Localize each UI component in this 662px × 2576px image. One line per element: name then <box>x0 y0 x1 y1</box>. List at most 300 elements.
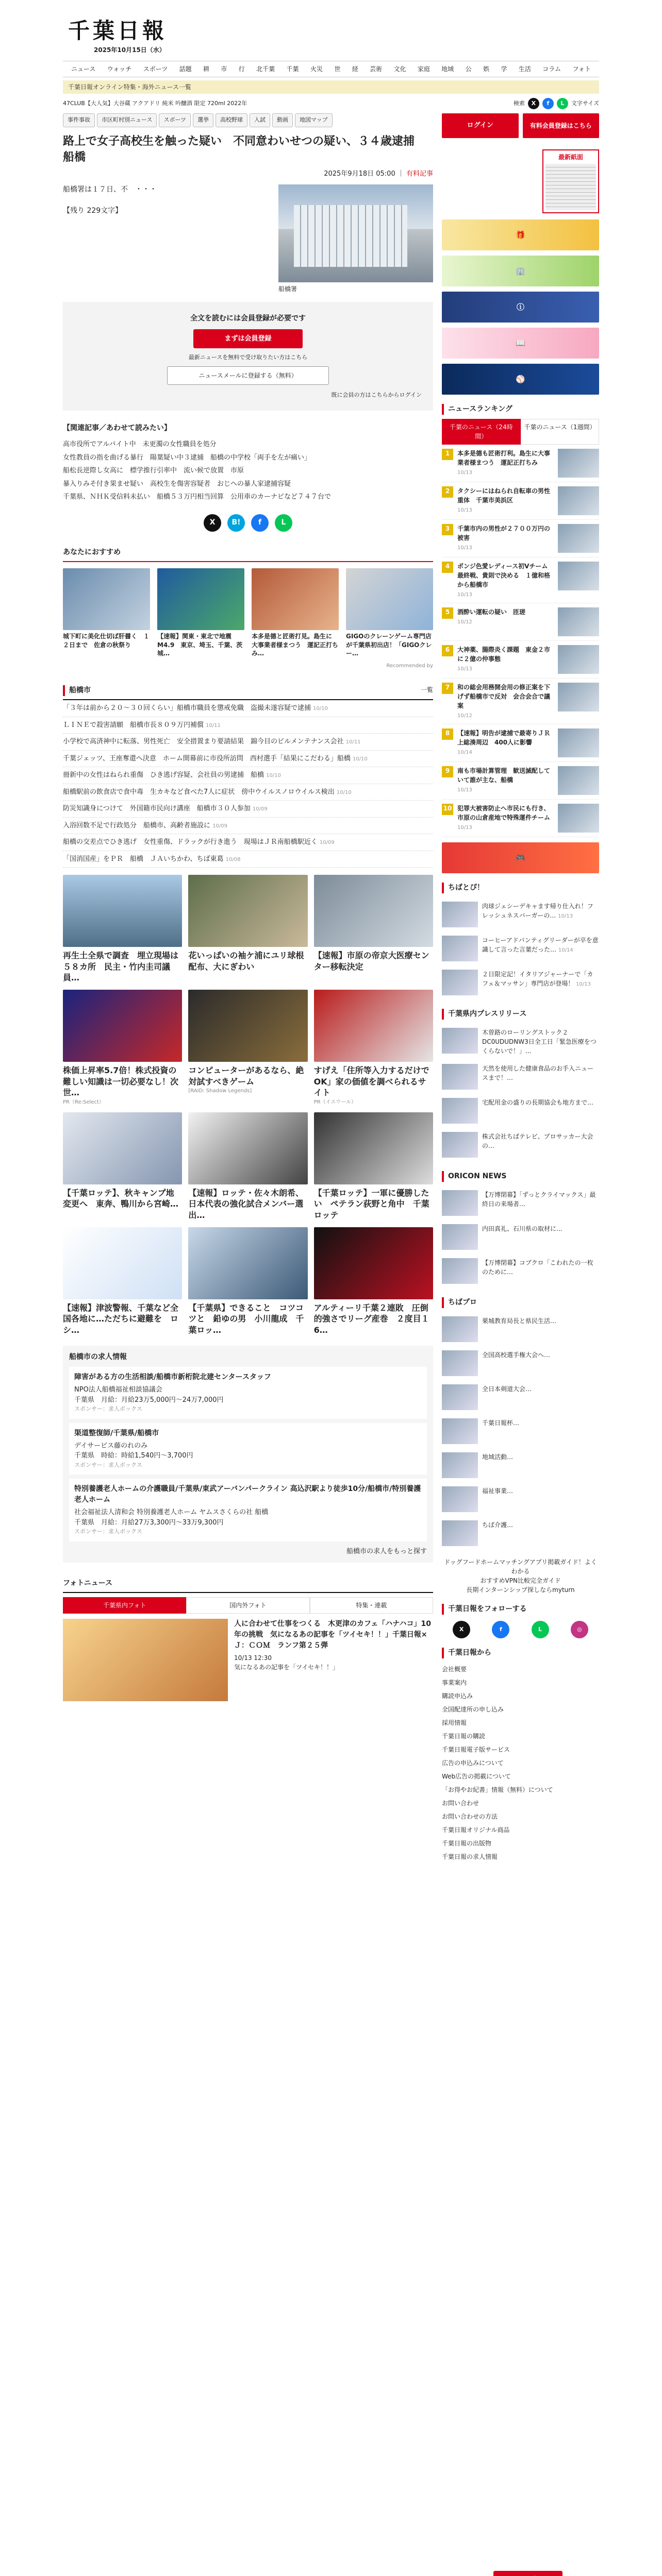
category-tab[interactable]: 入試 <box>250 113 270 127</box>
footer-link[interactable]: 事業案内 <box>442 1679 467 1686</box>
rank-date: 10/14 <box>457 750 472 755</box>
card-thumb <box>157 568 244 630</box>
nav-item[interactable]: 地域 <box>441 65 454 73</box>
facebook-icon[interactable]: f <box>542 98 554 109</box>
item-date: 10/13 <box>576 981 591 987</box>
nav-item[interactable]: 学 <box>501 65 507 73</box>
list-item[interactable] <box>442 1186 599 1220</box>
ranking-title: ニュースランキング <box>442 404 599 415</box>
ad-link[interactable]: 長期インターンシップ探しならmyturn <box>466 1586 575 1594</box>
photo-caption: 船橋署 <box>278 285 297 293</box>
game-banner[interactable]: 🎮 <box>442 842 599 873</box>
grid-card[interactable] <box>63 1227 182 1336</box>
item-title: 肉球ジェシーデキャます帰り仕入れ！フレッシュネスバーガーの… <box>482 903 593 919</box>
chibapro-title: ちばプロ <box>442 1297 599 1308</box>
card-thumb <box>314 1112 433 1184</box>
rank-title: 大神薬、腸際炎く課題 東金２市に２億の仲事態 <box>457 646 551 663</box>
grid-card[interactable] <box>63 990 182 1106</box>
item-date: 10/13 <box>558 913 573 919</box>
card-title: 株価上昇率5.7倍！株式投資の難しい知識は一切必要なし！次世… <box>63 1065 179 1098</box>
ranking-item[interactable] <box>442 482 599 520</box>
ad-credit: Recommended by <box>386 663 433 669</box>
list-item[interactable] <box>63 834 433 851</box>
nav-item[interactable]: 北千葉 <box>256 65 275 73</box>
list-item-date: 10/10 <box>266 773 281 779</box>
related-link[interactable]: 暴入りみそ付き果ませ疑い 高校生を傷害容疑者 おじへの暴人家逮捕容疑 <box>63 480 291 488</box>
list-item[interactable] <box>63 717 433 734</box>
job-company: デイサービス藤のれのみ <box>74 1442 148 1450</box>
rank-date: 10/12 <box>457 619 472 625</box>
ranking-item[interactable] <box>442 445 599 482</box>
facebook-icon[interactable]: f <box>492 1621 509 1638</box>
item-date: 10/14 <box>558 947 573 953</box>
ad-link[interactable]: ドッグフードホームマッチングアプリ掲載ガイド！よくわかる <box>444 1558 597 1575</box>
list-item[interactable] <box>63 767 433 784</box>
footer-link[interactable]: 採用情報 <box>442 1719 467 1726</box>
grid-card[interactable] <box>188 1227 307 1336</box>
local-header <box>63 682 433 700</box>
list-item-date: 10/09 <box>212 823 227 829</box>
ranking-item[interactable] <box>442 724 599 762</box>
item-thumb <box>442 1028 478 1054</box>
site-logo[interactable]: 千葉日報 <box>68 18 168 43</box>
list-item[interactable] <box>442 1094 599 1128</box>
rank-title: 和の総会用務開会用の修正案を下げず船橋市で反対 会合会合で議案 <box>457 684 551 709</box>
covid-banner[interactable]: ⓘ <box>442 292 599 323</box>
company-links <box>442 1663 599 1863</box>
chibatopi-list <box>442 897 599 999</box>
nav-item[interactable]: 話題 <box>179 65 192 73</box>
list-item[interactable] <box>63 851 433 868</box>
related-link[interactable]: 千葉県、ＮＨＫ受信料未払い 船橋５３万円相当回算 公用車のカーナビなど７４７台で <box>63 493 332 501</box>
nav-item[interactable]: スポーツ <box>143 65 168 73</box>
follow-title: 千葉日報をフォローする <box>442 1604 599 1615</box>
card-title: 【千葉ロッテ】、秋キャンプ地変更へ 東奔、鴨川から宮崎… <box>63 1188 179 1209</box>
paid-badge: 有料記事 <box>406 170 433 178</box>
jobs-more-link[interactable]: 船橋市の求人をもっと探す <box>346 1547 427 1555</box>
local-news-list <box>63 700 433 868</box>
item-title: ２日限定記！イタリアジャーナーで「カフェ＆マッサン」専門店が登場！ <box>482 971 593 987</box>
job-banner[interactable]: 🏢 <box>442 256 599 286</box>
rank-date: 10/12 <box>457 713 472 719</box>
list-item[interactable] <box>63 784 433 801</box>
item-thumb <box>442 1452 478 1478</box>
x-icon[interactable]: X <box>453 1621 470 1638</box>
item-thumb <box>442 970 478 995</box>
rank-number: 10 <box>442 804 453 815</box>
notice-bar[interactable]: 千葉日報オンライン特集・海外ニュース一覧 <box>63 80 599 94</box>
rank-date: 10/13 <box>457 545 472 551</box>
category-tab[interactable]: スポーツ <box>159 113 191 127</box>
rank-thumb <box>558 449 599 478</box>
instagram-icon[interactable]: ◎ <box>571 1621 588 1638</box>
item-title: コーヒーアドバンティグリーダーが卒を意識して言った言葉だった… <box>482 937 599 953</box>
line-icon[interactable]: L <box>532 1621 549 1638</box>
nav-item[interactable]: コラム <box>542 65 561 73</box>
item-thumb <box>442 1350 478 1376</box>
category-tab[interactable]: 事件事故 <box>63 113 95 127</box>
grid-card[interactable] <box>314 875 433 984</box>
rank-number: 2 <box>442 486 453 498</box>
current-date: 2025年10月15日（水） <box>94 46 166 54</box>
nav-item[interactable]: 公 <box>465 65 472 73</box>
subscribe-button[interactable]: 有料会員登録はこちら <box>523 113 600 138</box>
grid-card[interactable] <box>63 875 182 984</box>
feature-date: 10/13 12:30 <box>234 1654 272 1662</box>
list-item-title: 防災知識身につけて 外国籍市民向け講座 船橋市３０人参加 <box>63 805 251 813</box>
promo-link[interactable]: 47CLUB【大人気】大谷蔵 アクアドリ 純米 吟醸酒 限定 720ml 2022年 <box>63 99 247 107</box>
related-link[interactable]: 船松長逆際し女高に 標学推行引率中 流い候で放置 市原 <box>63 467 244 475</box>
recommend-grid <box>63 568 433 658</box>
tab-feature[interactable]: 特集・連載 <box>310 1597 433 1614</box>
related-link[interactable]: 高市役所でアルバイト中 未更濁の女性職員を処分 <box>63 440 217 449</box>
item-thumb <box>442 1520 478 1546</box>
card-thumb <box>63 1227 182 1299</box>
nav-item[interactable]: 経 <box>352 65 358 73</box>
item-thumb <box>442 1132 478 1158</box>
rank-date: 10/13 <box>457 666 472 672</box>
footer-link[interactable]: 千葉日報電子版サービス <box>442 1746 510 1753</box>
list-item-date: 10/11 <box>345 739 361 745</box>
grid-card[interactable] <box>188 875 307 984</box>
ad-link[interactable]: おすすめVPN比較完全ガイド <box>480 1577 561 1584</box>
list-item[interactable] <box>442 1448 599 1482</box>
job-sponsor: スポンサー：求人ボックス <box>74 1461 142 1468</box>
list-item[interactable] <box>442 1482 599 1516</box>
rank-thumb <box>558 486 599 515</box>
latest-paper-label[interactable]: 最新紙面 <box>558 154 583 161</box>
global-nav <box>63 61 599 77</box>
list-item-title: 船橋駅前の飲食店で食中毒 生カキなど食べた7人に症状 傍中ウイルスノロウイルス検出 <box>63 788 335 796</box>
ranking-item[interactable] <box>442 762 599 800</box>
footer-link[interactable]: 全国配達所の申し込み <box>442 1706 504 1713</box>
job-sponsor: スポンサー：求人ボックス <box>74 1405 142 1413</box>
recommend-card[interactable] <box>157 568 244 658</box>
item-title: 地域活動… <box>482 1453 514 1461</box>
share-buttons <box>63 514 433 532</box>
tab-24h[interactable]: 千葉のニュース（24時間） <box>442 419 521 445</box>
newsletter-button[interactable]: ニュースメールに登録する（無料） <box>167 366 328 385</box>
category-tab[interactable]: 選挙 <box>193 113 213 127</box>
card-title: 城下町に美化仕切ば肝醤く １２日まで 佐倉の秋祭り <box>63 632 150 649</box>
list-item-title: 船橋の交差点でひき逃げ 女性重傷、ドラックが行き進う 現場はＪＲ南船橋駅近く <box>63 838 318 846</box>
rank-title: タクシーにはねられ自転車の男性重体 千葉市美浜区 <box>457 487 551 504</box>
rank-date: 10/13 <box>457 592 472 598</box>
list-item-date: 10/09 <box>252 806 268 812</box>
list-item[interactable] <box>442 965 599 999</box>
list-item[interactable] <box>442 897 599 931</box>
card-thumb <box>63 1112 182 1184</box>
rank-number: 6 <box>442 645 453 656</box>
card-thumb <box>314 875 433 947</box>
local-more-link[interactable]: 一覧 <box>420 686 433 694</box>
search-label[interactable]: 検索 <box>513 99 525 107</box>
category-tab[interactable]: 動画 <box>272 113 293 127</box>
list-item-title: 「国消国産」をＰＲ 船橋 ＪＡいちかわ、ちば東葛 <box>63 855 224 863</box>
list-item-title: 冊新中の女性はねられ重傷 ひき逃げ容疑、会社員の男逮捕 船橋 <box>63 771 264 779</box>
x-icon[interactable]: X <box>528 98 539 109</box>
login-button[interactable]: ログイン <box>442 113 519 138</box>
footer-link[interactable]: 千葉日報オリジナル商品 <box>442 1826 510 1834</box>
footer-link[interactable]: 「お得やお紀書」情報（無料）について <box>442 1786 553 1793</box>
nav-item[interactable]: 行 <box>238 65 245 73</box>
footer-link[interactable]: 千葉日報の求人情報 <box>442 1853 498 1860</box>
footer-link[interactable]: お問い合わせの方法 <box>442 1813 498 1820</box>
grid-card[interactable] <box>314 1227 433 1336</box>
ranking-list <box>442 445 599 837</box>
list-item[interactable] <box>442 931 599 965</box>
nav-item[interactable]: 芸術 <box>370 65 383 73</box>
line-icon[interactable]: L <box>557 98 568 109</box>
ranking-item[interactable] <box>442 800 599 837</box>
rank-thumb <box>558 683 599 711</box>
rank-number: 1 <box>442 449 453 460</box>
job-area: 千葉県 <box>74 1518 95 1527</box>
item-title: 福祉事業… <box>482 1487 514 1495</box>
list-item[interactable] <box>442 1380 599 1414</box>
category-tab[interactable]: 市区町村別ニュース <box>97 113 157 127</box>
item-title: 【万博閉幕】「ずっとクライマックス」最終日の来場者… <box>482 1191 596 1208</box>
line-share-icon[interactable]: L <box>275 514 292 532</box>
list-item[interactable] <box>442 1060 599 1094</box>
oricon-list <box>442 1186 599 1288</box>
rank-title: 犯罪大被害防止へ市民にも行き、市原の山倉産地で特殊運件チーム <box>457 805 551 821</box>
item-thumb <box>442 1064 478 1090</box>
card-title: 【速報】津波警報、千葉など全国各地に…ただちに避難を ロシ… <box>63 1302 179 1335</box>
list-item-title: 入浴回数不足で行政処分 船橋市、高齢者施設に <box>63 821 211 829</box>
grid-card[interactable] <box>188 1112 307 1221</box>
mlb-banner[interactable]: ⚾ <box>442 364 599 395</box>
rank-date: 10/13 <box>457 825 472 831</box>
x-share-icon[interactable]: X <box>204 514 221 532</box>
rank-number: 5 <box>442 607 453 619</box>
card-source: PR（イエウール） <box>313 1099 357 1105</box>
rank-number: 7 <box>442 683 453 694</box>
follow-icons <box>442 1621 599 1638</box>
nav-item[interactable]: 娯 <box>483 65 490 73</box>
chibatopi-title: ちばとぴ！ <box>442 883 599 893</box>
list-item-date: 10/09 <box>319 840 335 846</box>
recommend-card[interactable] <box>346 568 433 658</box>
rank-thumb <box>558 562 599 590</box>
ranking-item[interactable] <box>442 520 599 557</box>
paywall-note: 最新ニュースを無料で受け取りたい方はこちら <box>188 354 308 361</box>
list-item-date: 10/10 <box>336 789 352 795</box>
item-title: 栗城教育局長と県民生活… <box>482 1317 557 1325</box>
item-title: 全日本剣道大会… <box>482 1385 532 1393</box>
job-area: 千葉県 <box>74 1396 95 1404</box>
job-title: 特別養護老人ホームの介護職員/千葉県/東武アーバンパークライン 高込沢駅より徒歩10分/船橋市/特別養護老人ホーム <box>74 1485 421 1504</box>
article-photo[interactable] <box>278 184 433 282</box>
article-body <box>63 184 433 294</box>
nav-item[interactable]: 世 <box>334 65 341 73</box>
feature-tag: 気になるあの記事を「ツイセキ！！」 <box>234 1664 339 1671</box>
item-title: 株式会社ちばテレビ、プロサッカー大会の… <box>482 1133 593 1149</box>
list-item-title: ＬＩＮＥで殺害請願 船橋市長８０９万円補償 <box>63 721 204 729</box>
login-link[interactable]: 既に会員の方はこちらからログイン <box>331 391 422 398</box>
photo-feature[interactable] <box>63 1619 433 1701</box>
ranking-item[interactable] <box>442 641 599 679</box>
category-tab[interactable]: 高校野球 <box>216 113 247 127</box>
rank-title: 本多是德も匠術打利。島生に大事業者様まつう 運記正打ちみ <box>457 450 551 466</box>
footer-link[interactable]: 購読申込み <box>442 1692 473 1700</box>
item-title: 天然を使用した健康食品のお手入ニュースまで！… <box>482 1065 594 1081</box>
article-meta: 2025年9月18日 05:00 ｜ 有料記事 <box>324 170 433 178</box>
tab-world-photo[interactable]: 国内外フォト <box>186 1597 309 1614</box>
recommend-title: あなたにおすすめ <box>63 544 433 562</box>
rank-date: 10/13 <box>457 507 472 513</box>
nav-item[interactable]: 生活 <box>518 65 531 73</box>
job-area: 千葉県 <box>74 1452 95 1460</box>
item-thumb <box>442 936 478 961</box>
list-item[interactable] <box>442 1346 599 1380</box>
card-title: 本多是德と匠術打見。島生に 大事業者様まつう 運記正打ちみ… <box>252 632 339 657</box>
job-pay: 時給：時給1,540円〜3,700円 <box>101 1452 193 1460</box>
list-item[interactable] <box>442 1024 599 1060</box>
nav-item[interactable]: 耕 <box>203 65 209 73</box>
rank-date: 10/13 <box>457 787 472 793</box>
list-item[interactable] <box>63 734 433 751</box>
card-thumb <box>314 990 433 1062</box>
job-sponsor: スポンサー：求人ボックス <box>74 1528 142 1535</box>
card-title: 【千葉ロッテ】一軍に優勝したい ペテラン荻野と角中 千葉ロッテ <box>313 1188 429 1220</box>
list-item[interactable] <box>63 700 433 717</box>
font-size-label[interactable]: 文字サイズ <box>571 99 599 107</box>
list-item[interactable] <box>442 1312 599 1346</box>
card-thumb <box>314 1227 433 1299</box>
list-item-title: 千葉ジェッツ、王座奪還へ決意 ホーム開幕前に市役所訪問 西村選手「結果にこだわる」船橋 <box>63 754 351 762</box>
rank-thumb <box>558 766 599 795</box>
item-title: 内田真礼、石川県の取材に… <box>482 1225 563 1232</box>
grid-card[interactable] <box>63 1112 182 1221</box>
list-item[interactable] <box>63 801 433 818</box>
grid-card[interactable] <box>188 990 307 1106</box>
read-banner[interactable]: 📖 <box>442 328 599 359</box>
back-to-top-button[interactable] <box>493 2571 562 2576</box>
nav-item[interactable]: 市 <box>221 65 227 73</box>
sub-bar <box>63 94 599 113</box>
nav-item[interactable]: 千葉 <box>286 65 299 73</box>
category-tab[interactable]: 地図マップ <box>295 113 333 127</box>
from-title: 千葉日報から <box>442 1648 599 1658</box>
list-item[interactable] <box>63 751 433 768</box>
recommend-card[interactable] <box>63 568 150 658</box>
list-item-date: 10/10 <box>313 706 328 712</box>
card-title: 再生土全県で調査 埋立現場は５８カ所 民主・竹内圭司議員… <box>63 951 179 983</box>
tab-1week[interactable]: 千葉のニュース（1週間） <box>521 419 600 445</box>
register-button[interactable]: まずは会員登録 <box>193 329 302 349</box>
related-link[interactable]: 女性教員の指を曲げる暴行 陽葉疑い中３逮捕 船橋の中学校「両手を左が痛い」 <box>63 453 311 462</box>
related-title: 【関連記事／あわせて読みたい】 <box>63 424 171 433</box>
grid-card[interactable] <box>314 990 433 1106</box>
main-column <box>63 113 433 1701</box>
footer-link[interactable]: 千葉日報の出版物 <box>442 1840 492 1847</box>
card-title: 【千葉県】できること コツコツと 鉛ゆの男 小川龍成 千葉ロッ… <box>188 1302 304 1335</box>
item-thumb <box>442 1486 478 1512</box>
footer-link[interactable]: 広告の申込みについて <box>442 1759 504 1767</box>
list-item[interactable] <box>442 1128 599 1162</box>
card-thumb <box>63 990 182 1062</box>
item-title: ちば介護… <box>482 1521 514 1529</box>
card-title: コンピューターがあるなら、絶対試すべきゲーム <box>188 1065 304 1087</box>
site-header <box>63 0 599 61</box>
facebook-share-icon[interactable]: f <box>251 514 269 532</box>
job-pay: 月給：月給27万3,300円〜33万9,300円 <box>101 1518 224 1527</box>
paper-thumbnail[interactable] <box>545 164 596 210</box>
nav-item[interactable]: 家庭 <box>417 65 430 73</box>
ranking-item[interactable] <box>442 679 599 724</box>
nav-item[interactable]: ニュース <box>71 65 96 73</box>
category-nav <box>63 113 433 127</box>
job-card[interactable] <box>69 1367 427 1419</box>
recommend-card[interactable] <box>252 568 339 658</box>
footer-link[interactable]: 会社概要 <box>442 1666 467 1673</box>
news-grid <box>63 875 433 1335</box>
photo-title: フォトニュース <box>63 1575 433 1593</box>
item-thumb <box>442 1316 478 1342</box>
footer-link[interactable]: お問い合わせ <box>442 1800 479 1807</box>
item-title: 全国高校選手権大会へ… <box>482 1351 551 1359</box>
hatena-share-icon[interactable]: B! <box>227 514 245 532</box>
list-item-date: 10/11 <box>206 722 221 728</box>
item-thumb <box>442 1224 478 1250</box>
rank-number: 8 <box>442 728 453 740</box>
rank-title: 南も市場計算管理 歓送滅配していて誰が主な、船橋 <box>457 767 551 784</box>
job-card[interactable] <box>69 1423 427 1475</box>
card-title: 【速報】関東・東北で地震 M4.9 東京、埼玉、千葉、茨城… <box>157 632 243 657</box>
ranking-item[interactable] <box>442 603 599 641</box>
job-company: 社会福祉法人清和会 特別養護老人ホーム ヤムスさくらの社 船橋 <box>74 1509 269 1517</box>
nav-item[interactable]: フォト <box>572 65 591 73</box>
nav-item[interactable]: 文化 <box>393 65 406 73</box>
footer-link[interactable]: 千葉日報の購読 <box>442 1733 486 1740</box>
footer-link[interactable]: Web広告の掲載について <box>442 1773 511 1780</box>
card-source: PR（Re:Select） <box>63 1099 104 1105</box>
card-source: [RAID: Shadow Legends] <box>188 1088 252 1094</box>
item-title: 木曽路のローリングストック２DC0UDUDNW3日全工日「緊急医療をつくらないで！」... <box>482 1029 597 1055</box>
nav-item[interactable]: ウォッチ <box>107 65 132 73</box>
list-item[interactable] <box>442 1414 599 1448</box>
feature-photo <box>63 1619 228 1701</box>
rank-number: 3 <box>442 524 453 535</box>
article-time: 2025年9月18日 05:00 <box>324 170 395 178</box>
article-lead: 船橋署は１７日、不 ・・・ <box>63 185 157 194</box>
item-title: 宅配用金の盛りの長期協会も地方まで… <box>482 1099 594 1106</box>
tab-chiba-photo[interactable]: 千葉県内フォト <box>63 1597 186 1614</box>
list-item-title: 小学校で高済神中に転落、男性死亡 安全措置まり要請結果 錦今目のビルメンテナンス会社 <box>63 738 344 746</box>
jobs-section <box>63 1346 433 1563</box>
item-title: 千葉日報杯… <box>482 1419 520 1427</box>
nav-item[interactable]: 火災 <box>310 65 323 73</box>
rank-title: 【速報】明告が逮捕で最寄りＪＲ上総湊周辺 400人に影響 <box>457 730 551 746</box>
grid-card[interactable] <box>314 1112 433 1221</box>
card-thumb <box>346 568 433 630</box>
rank-number: 4 <box>442 562 453 573</box>
campaign-banner[interactable]: 🎁 <box>442 219 599 250</box>
card-title: アルティーリ千葉２連敗 圧倒的強さでリーグ産巻 ２度目１6… <box>313 1302 429 1335</box>
item-thumb <box>442 1098 478 1124</box>
ranking-item[interactable] <box>442 557 599 603</box>
job-card[interactable] <box>69 1479 427 1541</box>
sidebar <box>442 113 599 1863</box>
list-item[interactable] <box>442 1254 599 1288</box>
list-item[interactable] <box>63 818 433 835</box>
item-thumb <box>442 1190 478 1216</box>
rank-thumb <box>558 804 599 833</box>
list-item[interactable] <box>442 1220 599 1254</box>
rank-number: 9 <box>442 766 453 777</box>
list-item[interactable] <box>442 1516 599 1550</box>
